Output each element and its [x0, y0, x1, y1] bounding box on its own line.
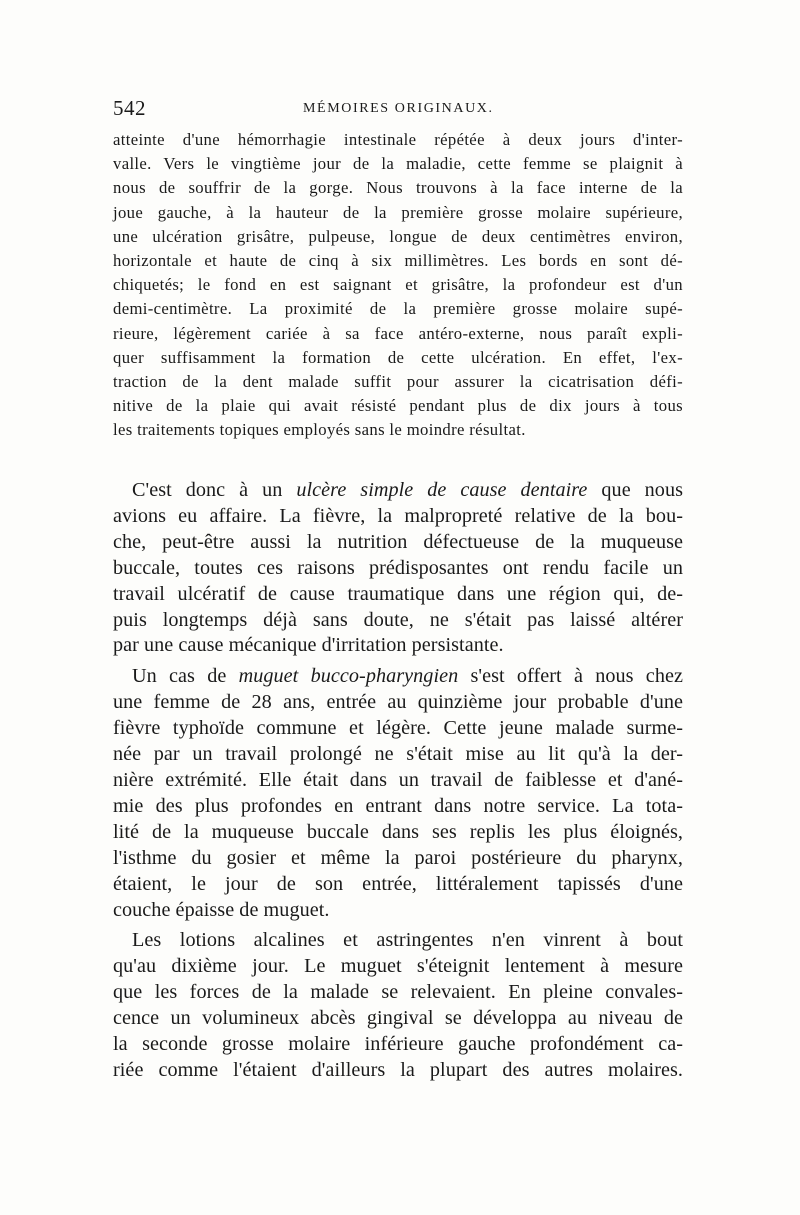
main-text [113, 478, 683, 1084]
text-line: valle. Vers le vingtième jour de la maladie, cette femme se plaignit à [113, 154, 683, 174]
text-line: par une cause mécanique d'irritation persistante. [113, 634, 504, 657]
text-line: cence un volumineux abcès gingival se développa au niveau de [113, 1007, 683, 1030]
text-fragment: C'est donc à un [132, 479, 297, 501]
text-line: chiquetés; le fond en est saignant et grisâtre, la profondeur est d'un [113, 275, 683, 295]
text-fragment: que nous [587, 479, 683, 501]
paragraph-lotions [113, 928, 683, 1083]
italic-term: ulcère simple de cause dentaire [296, 479, 588, 501]
text-line: atteinte d'une hémorrhagie intestinale répétée à deux jours d'inter- [113, 130, 683, 149]
text-line: avions eu affaire. La fièvre, la malpropreté relative de la bou- [113, 504, 683, 527]
page-number: 542 [113, 96, 146, 120]
text-fragment: s'est offert à nous chez [458, 665, 683, 688]
paragraph-dental-ulcer [113, 478, 683, 659]
text-line: demi-centimètre. La proximité de la première grosse molaire supé- [113, 299, 683, 319]
text-line: quer suffisamment la formation de cette ulcération. En effet, l'ex- [113, 347, 683, 367]
text-line: buccale, toutes ces raisons prédisposantes ont rendu facile un [113, 556, 683, 579]
text-line: les traitements topiques employés sans le moindre résultat. [113, 420, 526, 440]
text-fragment: Un cas de [132, 665, 239, 688]
text-line: riée comme l'étaient d'ailleurs la plupart des autres molaires. [113, 1058, 683, 1081]
text-line: joue gauche, à la hauteur de la première grosse molaire supérieure, [113, 202, 683, 222]
text-line: nous de souffrir de la gorge. Nous trouvons à la face interne de la [113, 178, 683, 198]
paragraph-muguet [113, 664, 683, 923]
text-line: traction de la dent malade suffit pour assurer la cicatrisation défi- [113, 372, 683, 392]
text-line: Les lotions alcalines et astringentes n'en vinrent à bout [132, 929, 683, 952]
text-line: l'isthme du gosier et même la paroi postérieure du pharynx, [113, 846, 683, 869]
text-line: lité de la muqueuse buccale dans ses replis les plus éloignés, [113, 820, 683, 843]
text-line: étaient, le jour de son entrée, littéralement tapissés d'une [113, 872, 683, 895]
small-print-paragraph [113, 128, 683, 443]
text-line: qu'au dixième jour. Le muguet s'éteignit lentement à mesure [113, 955, 683, 978]
text-line: une ulcération grisâtre, pulpeuse, longue de deux centimètres environ, [113, 226, 683, 246]
italic-term: muguet bucco-pharyngien [238, 665, 459, 688]
text-line: que les forces de la malade se relevaient. En pleine convales- [113, 981, 683, 1004]
text-line: couche épaisse de muguet. [113, 898, 330, 921]
text-line: une femme de 28 ans, entrée au quinzième jour probable d'une [113, 691, 683, 714]
text-line: horizontale et haute de cinq à six millimètres. Les bords en sont dé- [113, 251, 683, 271]
text-line: mie des plus profondes en entrant dans notre service. La tota- [113, 794, 683, 817]
running-head [113, 96, 683, 120]
running-title: MÉMOIRES ORIGINAUX. [303, 101, 494, 116]
text-line: la seconde grosse molaire inférieure gauche profondément ca- [113, 1033, 683, 1056]
text-line: nière extrémité. Elle était dans un travail de faiblesse et d'ané- [113, 768, 683, 791]
text-line: née par un travail prolongé ne s'était mise au lit qu'à la der- [113, 743, 683, 766]
text-line: che, peut-être aussi la nutrition défectueuse de la muqueuse [113, 530, 683, 553]
text-line [113, 664, 683, 690]
text-line: travail ulcératif de cause traumatique dans une région qui, de- [113, 582, 683, 605]
text-line [113, 478, 683, 504]
text-line: puis longtemps déjà sans doute, ne s'était pas laissé altérer [113, 608, 683, 631]
text-line: rieure, légèrement cariée à sa face antéro-externe, nous paraît expli- [113, 323, 683, 343]
text-line: nitive de la plaie qui avait résisté pendant plus de dix jours à tous [113, 396, 683, 416]
text-line: fièvre typhoïde commune et légère. Cette jeune malade surme- [113, 717, 683, 740]
